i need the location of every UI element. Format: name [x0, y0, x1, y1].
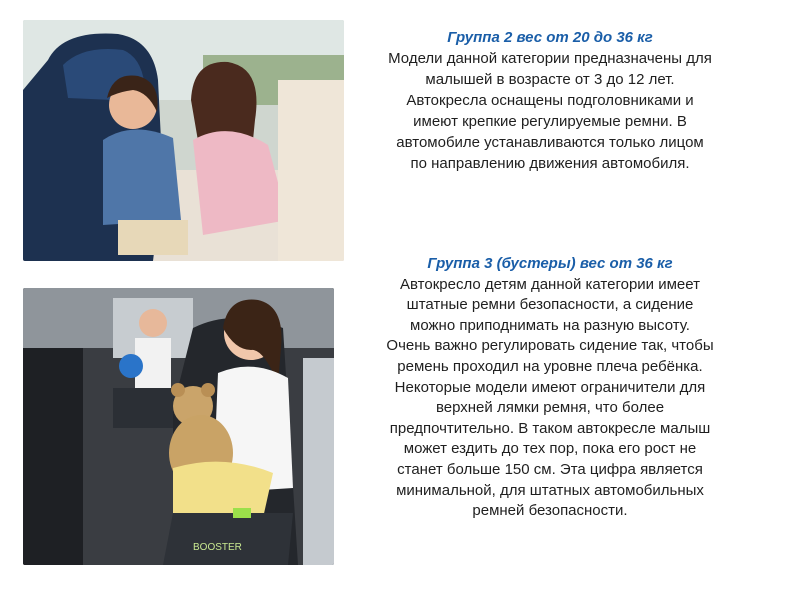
photo-child-in-booster-seat-with-mother: [23, 20, 344, 261]
group3-line: штатные ремни безопасности, а сидение: [406, 296, 694, 314]
group3-line: минимальной, для штатных автомобильных: [396, 481, 704, 499]
group3-line: Некоторые модели имеют ограничители для: [394, 378, 706, 396]
group2-line: автомобиле устанавливаются только лицом: [396, 134, 704, 151]
group3-line: предпочтительно. В таком автокресле малыш: [389, 419, 711, 437]
group3-line: станет больше 150 см. Эта цифра является: [397, 460, 703, 478]
group2-line: по направлению движения автомобиля.: [410, 155, 690, 172]
group3-text-block: [350, 254, 750, 522]
group2-line: малышей в возрасте от 3 до 12 лет.: [425, 71, 675, 88]
group3-line: ремней безопасности.: [472, 502, 628, 520]
group2-text-block: [350, 27, 750, 174]
group3-line: ремень проходил на уровне плеча ребёнка.: [397, 357, 703, 375]
group3-line: Автокресло детям данной категории имеет: [400, 275, 700, 293]
group3-line: может ездить до тех пор, пока его рост не: [403, 440, 697, 458]
group3-heading: Группа 3 (бустеры) вес от 36 кг: [427, 255, 673, 272]
group3-line: можно приподнимать на разную высоту.: [410, 316, 690, 334]
photo-girl-with-teddy-bear-on-booster: [23, 288, 334, 565]
svg-text:BOOSTER: BOOSTER: [193, 542, 242, 553]
group2-line: Автокресла оснащены подголовниками и: [406, 92, 694, 109]
group2-heading: Группа 2 вес от 20 до 36 кг: [447, 29, 653, 46]
group2-line: имеют крепкие регулируемые ремни. В: [413, 113, 687, 130]
group2-line: Модели данной категории предназначены для: [388, 50, 712, 67]
group3-line: Очень важно регулировать сидение так, чтобы: [386, 337, 714, 355]
group3-line: верхней лямки ремня, что более: [435, 399, 665, 417]
